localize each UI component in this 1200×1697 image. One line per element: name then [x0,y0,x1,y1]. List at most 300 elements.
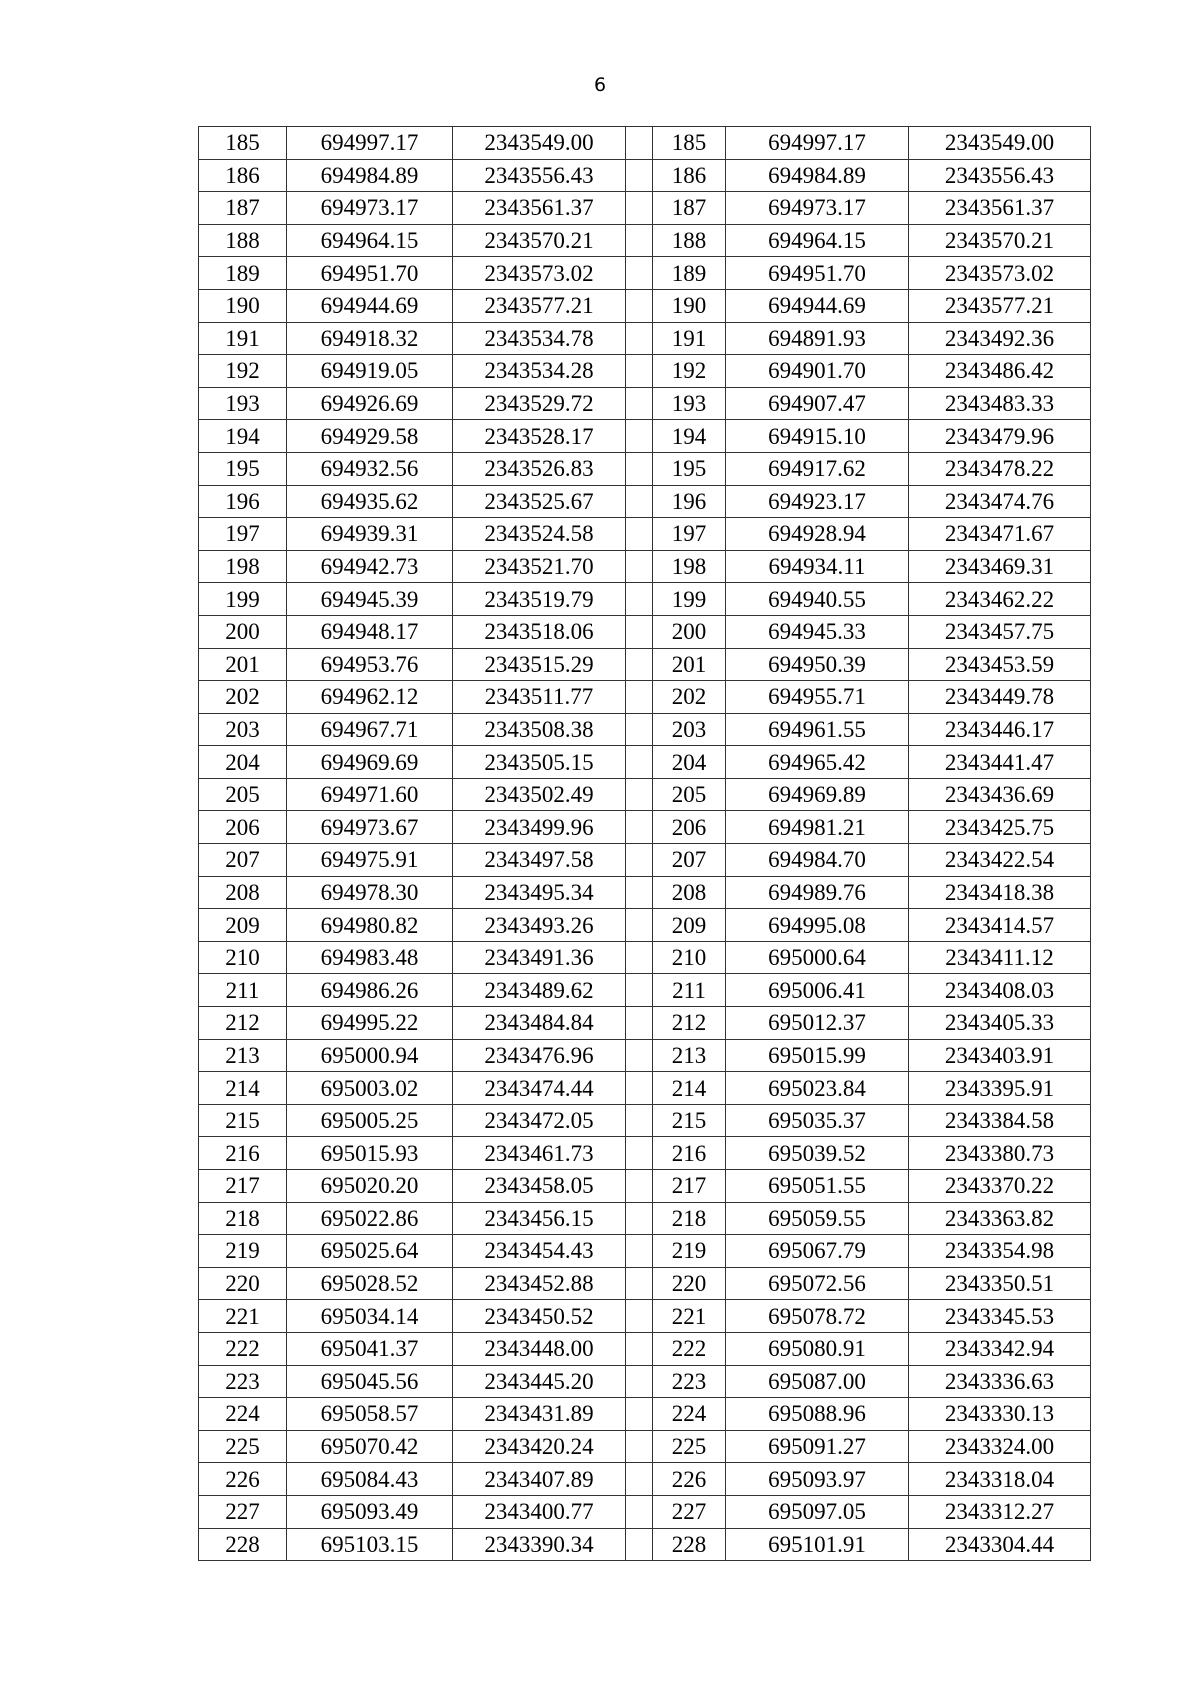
table-row [199,1495,1091,1528]
point-no-left-cell: 187 [199,192,287,225]
point-no-left-cell: 200 [199,615,287,648]
point-no-right-cell: 218 [653,1202,726,1235]
point-no-left-cell: 223 [199,1365,287,1398]
separator-cell [626,387,653,420]
x-right-cell: 694973.17 [726,192,909,225]
separator-cell [626,452,653,485]
point-no-right-cell: 222 [653,1332,726,1365]
point-no-right-cell: 203 [653,713,726,746]
point-no-right-cell: 224 [653,1398,726,1431]
point-no-left-cell: 222 [199,1332,287,1365]
x-left-cell: 694973.67 [287,811,453,844]
x-right-cell: 694951.70 [726,257,909,290]
table-row [199,387,1091,420]
x-right-cell: 695023.84 [726,1072,909,1105]
y-left-cell: 2343525.67 [453,485,626,518]
y-right-cell: 2343408.03 [909,974,1091,1007]
point-no-left-cell: 221 [199,1300,287,1333]
x-right-cell: 695093.97 [726,1463,909,1496]
separator-cell [626,289,653,322]
table-row [199,876,1091,909]
point-no-left-cell: 198 [199,550,287,583]
y-right-cell: 2343405.33 [909,1007,1091,1040]
x-left-cell: 694967.71 [287,713,453,746]
x-left-cell: 694984.89 [287,159,453,192]
point-no-right-cell: 204 [653,746,726,779]
point-no-left-cell: 190 [199,289,287,322]
x-right-cell: 695091.27 [726,1430,909,1463]
table-row [199,1039,1091,1072]
point-no-left-cell: 220 [199,1267,287,1300]
table-row [199,1267,1091,1300]
point-no-right-cell: 202 [653,681,726,714]
point-no-right-cell: 206 [653,811,726,844]
table-row [199,257,1091,290]
y-right-cell: 2343492.36 [909,322,1091,355]
y-left-cell: 2343489.62 [453,974,626,1007]
separator-cell [626,355,653,388]
point-no-left-cell: 204 [199,746,287,779]
y-left-cell: 2343495.34 [453,876,626,909]
point-no-left-cell: 210 [199,941,287,974]
x-right-cell: 694934.11 [726,550,909,583]
x-left-cell: 694953.76 [287,648,453,681]
point-no-right-cell: 215 [653,1104,726,1137]
table-row [199,1463,1091,1496]
x-right-cell: 695015.99 [726,1039,909,1072]
x-right-cell: 694940.55 [726,583,909,616]
point-no-left-cell: 201 [199,648,287,681]
y-left-cell: 2343528.17 [453,420,626,453]
x-left-cell: 694986.26 [287,974,453,1007]
x-right-cell: 695088.96 [726,1398,909,1431]
y-right-cell: 2343418.38 [909,876,1091,909]
point-no-left-cell: 205 [199,778,287,811]
separator-cell [626,1267,653,1300]
y-left-cell: 2343491.36 [453,941,626,974]
point-no-right-cell: 190 [653,289,726,322]
separator-cell [626,746,653,779]
y-left-cell: 2343400.77 [453,1495,626,1528]
y-left-cell: 2343526.83 [453,452,626,485]
y-left-cell: 2343573.02 [453,257,626,290]
y-left-cell: 2343502.49 [453,778,626,811]
y-right-cell: 2343573.02 [909,257,1091,290]
y-right-cell: 2343350.51 [909,1267,1091,1300]
y-left-cell: 2343515.29 [453,648,626,681]
x-right-cell: 694964.15 [726,224,909,257]
y-right-cell: 2343342.94 [909,1332,1091,1365]
x-left-cell: 694935.62 [287,485,453,518]
table-row [199,289,1091,322]
y-right-cell: 2343483.33 [909,387,1091,420]
separator-cell [626,1039,653,1072]
y-right-cell: 2343570.21 [909,224,1091,257]
separator-cell [626,583,653,616]
x-left-cell: 695003.02 [287,1072,453,1105]
y-right-cell: 2343425.75 [909,811,1091,844]
x-right-cell: 695006.41 [726,974,909,1007]
separator-cell [626,974,653,1007]
point-no-right-cell: 198 [653,550,726,583]
y-right-cell: 2343478.22 [909,452,1091,485]
point-no-right-cell: 227 [653,1495,726,1528]
separator-cell [626,615,653,648]
x-left-cell: 694973.17 [287,192,453,225]
point-no-right-cell: 223 [653,1365,726,1398]
separator-cell [626,485,653,518]
separator-cell [626,1235,653,1268]
point-no-left-cell: 228 [199,1528,287,1561]
point-no-left-cell: 189 [199,257,287,290]
x-right-cell: 694950.39 [726,648,909,681]
y-left-cell: 2343484.84 [453,1007,626,1040]
x-left-cell: 694980.82 [287,909,453,942]
point-no-right-cell: 213 [653,1039,726,1072]
x-left-cell: 695093.49 [287,1495,453,1528]
x-right-cell: 694984.70 [726,844,909,877]
x-right-cell: 694989.76 [726,876,909,909]
y-left-cell: 2343570.21 [453,224,626,257]
y-right-cell: 2343453.59 [909,648,1091,681]
x-left-cell: 694971.60 [287,778,453,811]
separator-cell [626,192,653,225]
y-right-cell: 2343354.98 [909,1235,1091,1268]
point-no-right-cell: 228 [653,1528,726,1561]
x-left-cell: 695103.15 [287,1528,453,1561]
separator-cell [626,648,653,681]
table-row [199,974,1091,1007]
point-no-left-cell: 199 [199,583,287,616]
point-no-right-cell: 221 [653,1300,726,1333]
table-row [199,192,1091,225]
x-right-cell: 695012.37 [726,1007,909,1040]
y-right-cell: 2343414.57 [909,909,1091,942]
y-left-cell: 2343431.89 [453,1398,626,1431]
y-right-cell: 2343469.31 [909,550,1091,583]
point-no-right-cell: 193 [653,387,726,420]
point-no-left-cell: 195 [199,452,287,485]
y-right-cell: 2343370.22 [909,1170,1091,1203]
point-no-right-cell: 212 [653,1007,726,1040]
separator-cell [626,681,653,714]
x-left-cell: 695015.93 [287,1137,453,1170]
point-no-left-cell: 211 [199,974,287,1007]
x-right-cell: 694901.70 [726,355,909,388]
x-left-cell: 695025.64 [287,1235,453,1268]
y-left-cell: 2343519.79 [453,583,626,616]
separator-cell [626,713,653,746]
y-left-cell: 2343524.58 [453,518,626,551]
x-right-cell: 694945.33 [726,615,909,648]
table-row [199,485,1091,518]
point-no-left-cell: 207 [199,844,287,877]
point-no-left-cell: 209 [199,909,287,942]
table-row [199,550,1091,583]
x-left-cell: 694962.12 [287,681,453,714]
point-no-right-cell: 225 [653,1430,726,1463]
y-left-cell: 2343474.44 [453,1072,626,1105]
point-no-right-cell: 196 [653,485,726,518]
table-row [199,778,1091,811]
x-left-cell: 695005.25 [287,1104,453,1137]
separator-cell [626,257,653,290]
separator-cell [626,1072,653,1105]
x-right-cell: 695101.91 [726,1528,909,1561]
x-left-cell: 694983.48 [287,941,453,974]
x-left-cell: 694926.69 [287,387,453,420]
y-right-cell: 2343449.78 [909,681,1091,714]
x-left-cell: 695058.57 [287,1398,453,1431]
separator-cell [626,941,653,974]
table-row [199,452,1091,485]
separator-cell [626,1170,653,1203]
point-no-right-cell: 201 [653,648,726,681]
separator-cell [626,1332,653,1365]
point-no-left-cell: 212 [199,1007,287,1040]
table-row [199,1235,1091,1268]
point-no-left-cell: 219 [199,1235,287,1268]
coordinates-table [198,126,1091,1561]
y-right-cell: 2343561.37 [909,192,1091,225]
y-right-cell: 2343549.00 [909,127,1091,160]
separator-cell [626,1528,653,1561]
y-right-cell: 2343446.17 [909,713,1091,746]
y-left-cell: 2343454.43 [453,1235,626,1268]
table-row [199,355,1091,388]
point-no-left-cell: 215 [199,1104,287,1137]
y-left-cell: 2343493.26 [453,909,626,942]
point-no-left-cell: 213 [199,1039,287,1072]
x-left-cell: 694929.58 [287,420,453,453]
x-right-cell: 694944.69 [726,289,909,322]
x-right-cell: 694995.08 [726,909,909,942]
table-row [199,1300,1091,1333]
y-left-cell: 2343472.05 [453,1104,626,1137]
y-right-cell: 2343318.04 [909,1463,1091,1496]
separator-cell [626,127,653,160]
x-right-cell: 694961.55 [726,713,909,746]
x-right-cell: 694907.47 [726,387,909,420]
table-row [199,1104,1091,1137]
separator-cell [626,1137,653,1170]
table-row [199,1398,1091,1431]
table-row [199,615,1091,648]
y-right-cell: 2343380.73 [909,1137,1091,1170]
y-left-cell: 2343390.34 [453,1528,626,1561]
y-right-cell: 2343336.63 [909,1365,1091,1398]
point-no-right-cell: 205 [653,778,726,811]
x-left-cell: 695020.20 [287,1170,453,1203]
x-right-cell: 694891.93 [726,322,909,355]
point-no-right-cell: 207 [653,844,726,877]
point-no-left-cell: 217 [199,1170,287,1203]
x-right-cell: 695035.37 [726,1104,909,1137]
y-left-cell: 2343534.28 [453,355,626,388]
x-right-cell: 694955.71 [726,681,909,714]
x-right-cell: 695097.05 [726,1495,909,1528]
point-no-right-cell: 208 [653,876,726,909]
x-right-cell: 694928.94 [726,518,909,551]
y-right-cell: 2343436.69 [909,778,1091,811]
separator-cell [626,778,653,811]
point-no-right-cell: 217 [653,1170,726,1203]
y-right-cell: 2343441.47 [909,746,1091,779]
table-row [199,159,1091,192]
y-left-cell: 2343534.78 [453,322,626,355]
separator-cell [626,518,653,551]
y-right-cell: 2343345.53 [909,1300,1091,1333]
y-left-cell: 2343518.06 [453,615,626,648]
x-left-cell: 694978.30 [287,876,453,909]
y-right-cell: 2343395.91 [909,1072,1091,1105]
point-no-left-cell: 196 [199,485,287,518]
point-no-right-cell: 199 [653,583,726,616]
x-right-cell: 695067.79 [726,1235,909,1268]
y-left-cell: 2343407.89 [453,1463,626,1496]
y-left-cell: 2343445.20 [453,1365,626,1398]
point-no-right-cell: 186 [653,159,726,192]
table-row [199,811,1091,844]
table-row [199,1430,1091,1463]
x-right-cell: 694917.62 [726,452,909,485]
separator-cell [626,1300,653,1333]
separator-cell [626,1365,653,1398]
separator-cell [626,1463,653,1496]
y-right-cell: 2343577.21 [909,289,1091,322]
point-no-right-cell: 220 [653,1267,726,1300]
separator-cell [626,1104,653,1137]
separator-cell [626,1398,653,1431]
point-no-right-cell: 216 [653,1137,726,1170]
x-left-cell: 694919.05 [287,355,453,388]
x-right-cell: 695078.72 [726,1300,909,1333]
point-no-left-cell: 216 [199,1137,287,1170]
y-right-cell: 2343474.76 [909,485,1091,518]
y-left-cell: 2343508.38 [453,713,626,746]
point-no-right-cell: 194 [653,420,726,453]
x-left-cell: 694969.69 [287,746,453,779]
point-no-left-cell: 208 [199,876,287,909]
table-row [199,583,1091,616]
x-right-cell: 694923.17 [726,485,909,518]
table-row [199,518,1091,551]
table-row [199,420,1091,453]
y-left-cell: 2343461.73 [453,1137,626,1170]
table-row [199,1137,1091,1170]
y-left-cell: 2343499.96 [453,811,626,844]
separator-cell [626,811,653,844]
y-right-cell: 2343363.82 [909,1202,1091,1235]
table-row [199,1332,1091,1365]
point-no-left-cell: 194 [199,420,287,453]
x-left-cell: 694975.91 [287,844,453,877]
point-no-right-cell: 210 [653,941,726,974]
y-left-cell: 2343420.24 [453,1430,626,1463]
y-left-cell: 2343505.15 [453,746,626,779]
x-left-cell: 694944.69 [287,289,453,322]
separator-cell [626,1202,653,1235]
y-right-cell: 2343479.96 [909,420,1091,453]
x-left-cell: 695070.42 [287,1430,453,1463]
x-right-cell: 695080.91 [726,1332,909,1365]
point-no-right-cell: 195 [653,452,726,485]
separator-cell [626,420,653,453]
y-right-cell: 2343471.67 [909,518,1091,551]
point-no-right-cell: 188 [653,224,726,257]
x-right-cell: 695039.52 [726,1137,909,1170]
y-left-cell: 2343556.43 [453,159,626,192]
y-right-cell: 2343330.13 [909,1398,1091,1431]
separator-cell [626,224,653,257]
x-right-cell: 694981.21 [726,811,909,844]
point-no-left-cell: 203 [199,713,287,746]
separator-cell [626,909,653,942]
table-row [199,224,1091,257]
y-left-cell: 2343549.00 [453,127,626,160]
y-right-cell: 2343312.27 [909,1495,1091,1528]
x-left-cell: 694932.56 [287,452,453,485]
point-no-right-cell: 219 [653,1235,726,1268]
x-right-cell: 695087.00 [726,1365,909,1398]
table-row [199,746,1091,779]
y-left-cell: 2343561.37 [453,192,626,225]
x-right-cell: 694915.10 [726,420,909,453]
separator-cell [626,1007,653,1040]
x-left-cell: 694942.73 [287,550,453,583]
table-row [199,1170,1091,1203]
x-left-cell: 694945.39 [287,583,453,616]
y-left-cell: 2343521.70 [453,550,626,583]
x-right-cell: 695000.64 [726,941,909,974]
point-no-right-cell: 191 [653,322,726,355]
y-left-cell: 2343529.72 [453,387,626,420]
separator-cell [626,1430,653,1463]
point-no-right-cell: 200 [653,615,726,648]
separator-cell [626,322,653,355]
separator-cell [626,876,653,909]
point-no-left-cell: 191 [199,322,287,355]
point-no-left-cell: 188 [199,224,287,257]
x-right-cell: 694965.42 [726,746,909,779]
point-no-left-cell: 206 [199,811,287,844]
point-no-left-cell: 224 [199,1398,287,1431]
separator-cell [626,844,653,877]
y-right-cell: 2343457.75 [909,615,1091,648]
point-no-left-cell: 227 [199,1495,287,1528]
table-row [199,1007,1091,1040]
y-right-cell: 2343403.91 [909,1039,1091,1072]
table-row [199,1072,1091,1105]
table-row [199,681,1091,714]
table-row [199,1365,1091,1398]
y-right-cell: 2343422.54 [909,844,1091,877]
table-row [199,1528,1091,1561]
point-no-left-cell: 214 [199,1072,287,1105]
y-left-cell: 2343577.21 [453,289,626,322]
x-left-cell: 695045.56 [287,1365,453,1398]
x-left-cell: 695022.86 [287,1202,453,1235]
point-no-left-cell: 193 [199,387,287,420]
y-right-cell: 2343304.44 [909,1528,1091,1561]
point-no-right-cell: 214 [653,1072,726,1105]
point-no-left-cell: 225 [199,1430,287,1463]
x-left-cell: 694918.32 [287,322,453,355]
table-row [199,322,1091,355]
x-left-cell: 694951.70 [287,257,453,290]
x-left-cell: 695041.37 [287,1332,453,1365]
point-no-right-cell: 211 [653,974,726,1007]
